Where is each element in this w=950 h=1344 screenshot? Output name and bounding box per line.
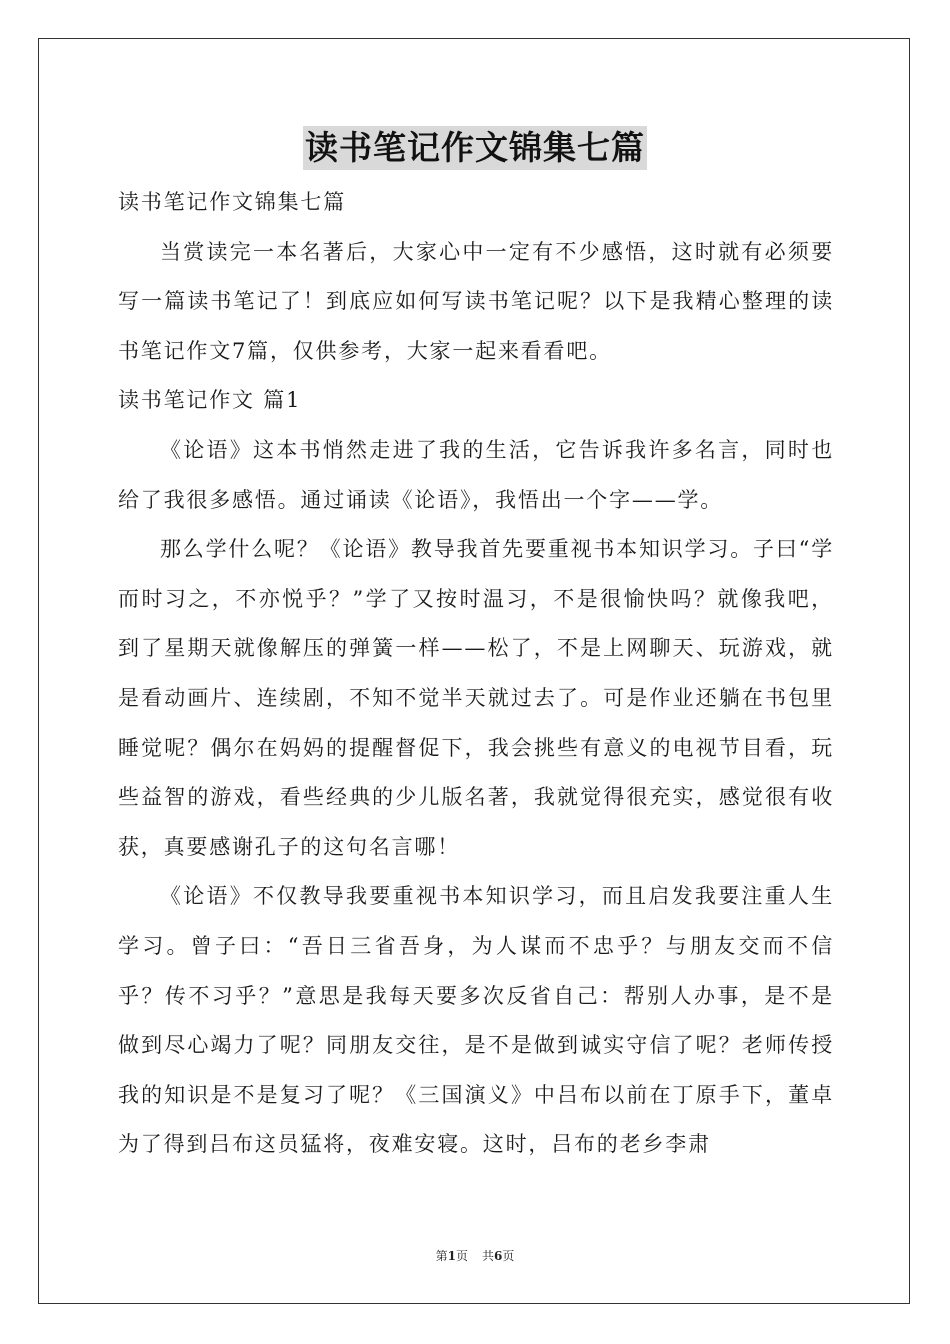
intro-paragraph: 当赏读完一本名著后，大家心中一定有不少感悟，这时就有必须要写一篇读书笔记了！到底应如何写读书笔记呢？以下是我精心整理的读书笔记作文7篇，仅供参考，大家一起来看看吧。: [118, 239, 834, 363]
page-current-number: 1: [447, 1249, 456, 1263]
page-suffix: 页: [455, 1249, 468, 1263]
title-container: [0, 126, 950, 170]
page-footer: [0, 1248, 950, 1264]
document-body: [118, 178, 834, 1170]
total-prefix: 共: [482, 1249, 495, 1263]
body-paragraph: 《论语》这本书悄然走进了我的生活，它告诉我许多名言，同时也给了我很多感悟。通过诵读《论语》，我悟出一个字——学。: [118, 437, 834, 512]
page-total-number: 6: [494, 1249, 503, 1263]
page-prefix: 第: [435, 1249, 448, 1263]
body-paragraph: 《论语》不仅教导我要重视书本知识学习，而且启发我要注重人生学习。曾子曰：“吾日三省吾身，为人谋而不忠乎？与朋友交而不信乎？传不习乎？”意思是我每天要多次反省自己：帮别人办事，是不是做到尽心竭力了呢？同朋友交往，是不是做到诚实守信了呢？老师传授我的知识是不是复习了呢？《三国演义》中吕布以前在丁原手下，董卓为了得到吕布这员猛将，夜难安寝。这时，吕布的老乡李肃: [118, 884, 834, 1157]
document-title: 读书笔记作文锦集七篇: [303, 126, 647, 170]
total-suffix: 页: [502, 1249, 515, 1263]
section-heading: 读书笔记作文 篇1: [118, 388, 302, 413]
subtitle-line: 读书笔记作文锦集七篇: [118, 190, 346, 214]
body-paragraph: 那么学什么呢？《论语》教导我首先要重视书本知识学习。子曰“学而时习之，不亦悦乎？”学了又按时温习，不是很愉快吗？就像我吧，到了星期天就像解压的弹簧一样——松了，不是上网聊天、玩游戏，就是看动画片、连续剧，不知不觉半天就过去了。可是作业还躺在书包里睡觉呢？偶尔在妈妈的提醒督促下，我会挑些有意义的电视节目看，玩些益智的游戏，看些经典的少儿版名著，我就觉得很充实，感觉很有收获，真要感谢孔子的这句名言哪！: [118, 537, 834, 859]
